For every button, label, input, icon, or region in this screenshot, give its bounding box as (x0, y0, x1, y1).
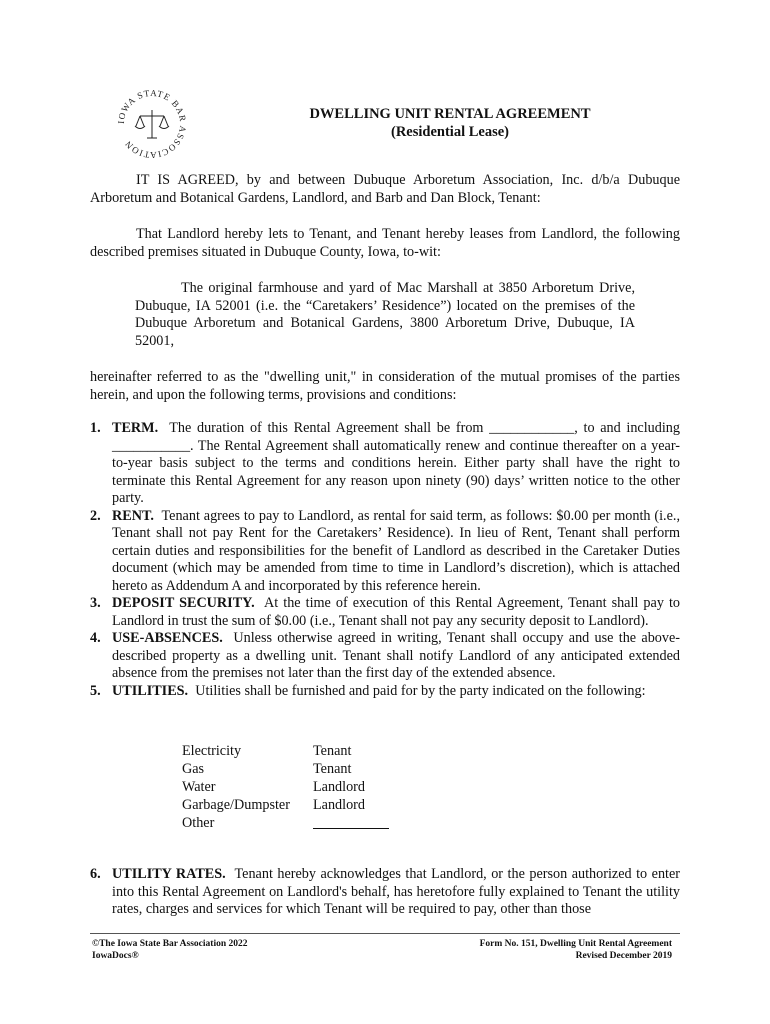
term-text: The duration of this Rental Agreement shall be from ____________, to and including ___________. The Rental Agreement shall automatically renew and continue thereafter on a year-to-year basis subject to the terms and conditions herein. Either party shall have the right to terminate this Rental Agreement for any reason upon ninety (90) days’ written notice to the other party. (112, 420, 680, 506)
utility-party-blank (313, 814, 389, 834)
term-heading: UTILITY RATES. (112, 866, 226, 882)
utility-party: Landlord (313, 797, 366, 813)
utility-name: Garbage/Dumpster (182, 797, 290, 813)
document-subtitle: (Residential Lease) (391, 124, 509, 140)
term-item (90, 595, 680, 630)
document-header (250, 105, 650, 141)
term-number: 6. (90, 866, 101, 882)
iowa-state-bar-seal (112, 84, 192, 164)
term-heading: RENT. (112, 507, 154, 524)
term-text: Unless otherwise agreed in writing, Tenant shall occupy and use the above-described property as a dwelling unit. Tenant shall notify Landlord of any anticipated extended absence from the premises not later than the first day of the extended absence. (112, 630, 680, 681)
term-item (90, 508, 680, 596)
revision-date: Revised December 2019 (575, 951, 672, 961)
term-number: 1. (90, 420, 101, 436)
term-heading: DEPOSIT SECURITY. (112, 595, 255, 611)
utility-name: Gas (182, 761, 205, 777)
footer-divider (90, 933, 680, 934)
term-item (90, 420, 680, 508)
utility-party: Tenant (313, 761, 352, 777)
terms-intro-paragraph: hereinafter referred to as the "dwelling unit," in consideration of the mutual promises of the parties herein, and upon the following terms, provisions and conditions: (90, 369, 680, 403)
terms-list (90, 420, 680, 700)
parties-paragraph: IT IS AGREED, by and between Dubuque Arboretum Association, Inc. d/b/a Dubuque Arboretum and Botanical Gardens, Landlord, and Barb and Dan Block, Tenant: (90, 172, 680, 206)
term-text: Tenant agrees to pay to Landlord, as rental for said term, as follows: $0.00 per month (i.e., Tenant shall not pay Rent for the Caretakers’ Residence). In lieu of Rent, Tenant shall perform certain duties and responsibilities for the benefit of Landlord as described in the Caretaker Duties document (which may be amended from time to time in Landlord’s discretion), which is attached hereto as Addendum A and incorporated by this reference herein. (112, 507, 680, 594)
seal-text: IOWA STATE BAR ASSOCIATION (115, 87, 189, 161)
term-heading: TERM. (112, 420, 159, 436)
term-item (90, 683, 680, 701)
form-number: Form No. 151, Dwelling Unit Rental Agreement (479, 939, 672, 949)
term-text: At the time of execution of this Rental Agreement, Tenant shall pay to Landlord in trust the sum of $0.00 (i.e., Tenant shall not pay any security deposit to Landlord). (112, 595, 681, 629)
utility-party: Landlord (313, 779, 366, 795)
utility-row (182, 814, 389, 834)
term-heading: UTILITIES. (112, 682, 189, 699)
utility-party: Tenant (313, 743, 352, 759)
copyright-text: ©The Iowa State Bar Association 2022 (92, 939, 248, 949)
term-heading: USE-ABSENCES. (112, 630, 223, 646)
term-number: 5. (90, 682, 101, 699)
term-item (90, 866, 680, 919)
blank-line (313, 814, 389, 829)
footer-right (480, 938, 672, 962)
utilities-table (182, 742, 389, 834)
term-number: 3. (90, 595, 101, 611)
term-text: Tenant hereby acknowledges that Landlord, or the person authorized to enter into this Rental Agreement on Landlord's behalf, has heretofore fully explained to Tenant the utility rates, charges and services for which Tenant will be required to pay, other than those (112, 866, 680, 917)
footer-left (92, 938, 248, 962)
utility-row (182, 742, 389, 760)
utility-name: Electricity (182, 743, 242, 759)
utility-name: Other (182, 815, 215, 831)
scales-of-justice-icon (135, 110, 169, 138)
utility-name: Water (182, 779, 216, 795)
document-title: DWELLING UNIT RENTAL AGREEMENT (309, 106, 591, 122)
utility-row (182, 760, 389, 778)
term-item (90, 630, 680, 683)
utility-row (182, 796, 389, 814)
term-number: 4. (90, 630, 101, 646)
lease-paragraph: That Landlord hereby lets to Tenant, and Tenant hereby leases from Landlord, the following described premises situated in Dubuque County, Iowa, to-wit: (90, 226, 680, 260)
term-number: 2. (90, 507, 101, 524)
brand-text: IowaDocs® (92, 951, 139, 961)
utility-row (182, 778, 389, 796)
premises-description: The original farmhouse and yard of Mac Marshall at 3850 Arboretum Drive, Dubuque, IA 52001 (i.e. the “Caretakers’ Residence”) located on the premises of the Dubuque Arboretum and Botanical Gardens, 3800 Arboretum Drive, Dubuque, IA 52001, (135, 280, 635, 349)
term-text: Utilities shall be furnished and paid for by the party indicated on the following: (195, 682, 646, 699)
